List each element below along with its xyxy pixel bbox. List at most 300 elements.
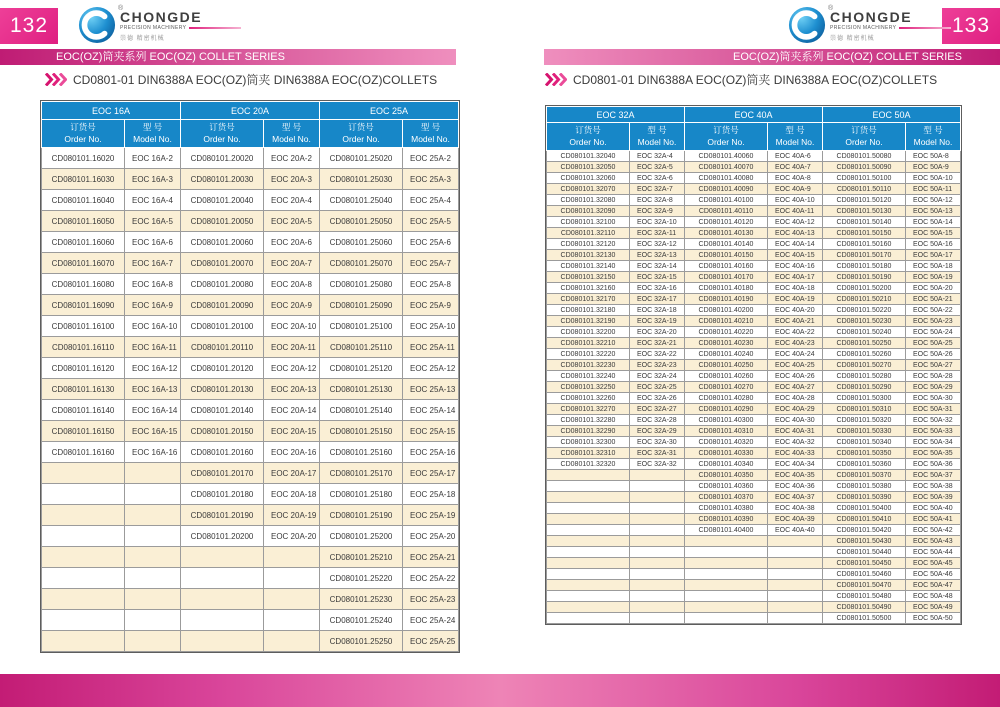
model-no-cell: EOC 40A-26 — [768, 371, 823, 382]
model-no-cell: EOC 50A-35 — [906, 448, 961, 459]
order-no-cell: CD080101.50200 — [823, 283, 906, 294]
model-no-cell: EOC 32A-31 — [630, 448, 685, 459]
order-no-cell: CD080101.50180 — [823, 261, 906, 272]
model-no-cell: EOC 25A-12 — [403, 358, 459, 379]
table-row — [547, 206, 961, 217]
table-row — [42, 295, 459, 316]
model-no-cell: EOC 50A-8 — [906, 151, 961, 162]
order-no-cell — [42, 589, 125, 610]
group-header-row — [42, 102, 459, 120]
order-no-cell — [181, 568, 264, 589]
brand-accent-line — [899, 27, 951, 29]
order-no-cell — [685, 558, 768, 569]
order-no-cell: CD080101.25170 — [320, 463, 403, 484]
table-row — [547, 162, 961, 173]
table-row — [547, 151, 961, 162]
model-no-cell: EOC 50A-23 — [906, 316, 961, 327]
table-row — [547, 305, 961, 316]
order-no-cell — [547, 591, 630, 602]
table-row — [42, 253, 459, 274]
order-no-cell: CD080101.50080 — [823, 151, 906, 162]
order-no-cell: CD080101.25200 — [320, 526, 403, 547]
model-no-cell: EOC 32A-13 — [630, 250, 685, 261]
order-no-cell: CD080101.40130 — [685, 228, 768, 239]
order-no-cell: CD080101.40270 — [685, 382, 768, 393]
brand-name: CHONGDE — [120, 9, 203, 25]
model-no-cell: EOC 50A-14 — [906, 217, 961, 228]
model-no-cell: EOC 40A-38 — [768, 503, 823, 514]
table-row — [547, 547, 961, 558]
model-no-cell: EOC 32A-15 — [630, 272, 685, 283]
brand-chinese: 崇德 精密机械 — [830, 36, 875, 42]
table-row — [547, 228, 961, 239]
order-no-cell: CD080101.32160 — [547, 283, 630, 294]
model-no-cell: EOC 40A-12 — [768, 217, 823, 228]
model-no-cell: EOC 32A-16 — [630, 283, 685, 294]
model-no-cell: EOC 20A-5 — [264, 211, 320, 232]
order-no-cell: CD080101.16140 — [42, 400, 125, 421]
order-no-cell: CD080101.40220 — [685, 327, 768, 338]
model-no-cell: EOC 32A-29 — [630, 426, 685, 437]
section-title-text: CD0801-01 DIN6388A EOC(OZ)筒夹 DIN6388A EOC(OZ)COLLETS — [573, 73, 938, 87]
company-logo — [78, 6, 241, 44]
model-no-cell: EOC 25A-15 — [403, 421, 459, 442]
model-no-cell: EOC 25A-16 — [403, 442, 459, 463]
order-no-cell: CD080101.20150 — [181, 421, 264, 442]
model-no-header: 型 号 Model No. — [403, 120, 459, 148]
order-no-cell: CD080101.16130 — [42, 379, 125, 400]
model-no-cell: EOC 16A-16 — [125, 442, 181, 463]
model-no-cell: EOC 40A-8 — [768, 173, 823, 184]
brand-subtitle: PRECISION MACHINERY — [830, 25, 897, 31]
model-no-cell: EOC 50A-45 — [906, 558, 961, 569]
model-no-cell: EOC 40A-32 — [768, 437, 823, 448]
order-no-cell: CD080101.40200 — [685, 305, 768, 316]
order-no-cell: CD080101.40090 — [685, 184, 768, 195]
model-no-cell: EOC 32A-5 — [630, 162, 685, 173]
table-row — [42, 211, 459, 232]
model-no-cell: EOC 50A-37 — [906, 470, 961, 481]
globe-swirl-icon — [788, 6, 826, 44]
model-no-cell: EOC 25A-11 — [403, 337, 459, 358]
order-no-cell: CD080101.20030 — [181, 169, 264, 190]
model-no-cell: EOC 50A-9 — [906, 162, 961, 173]
model-no-cell: EOC 50A-42 — [906, 525, 961, 536]
table-row — [547, 470, 961, 481]
order-no-cell: CD080101.40070 — [685, 162, 768, 173]
order-no-cell: CD080101.40150 — [685, 250, 768, 261]
order-no-cell: CD080101.50500 — [823, 613, 906, 624]
order-no-cell: CD080101.50210 — [823, 294, 906, 305]
table-row — [547, 349, 961, 360]
model-no-cell: EOC 50A-31 — [906, 404, 961, 415]
model-no-cell — [125, 484, 181, 505]
order-no-cell: CD080101.32120 — [547, 239, 630, 250]
order-no-cell — [547, 481, 630, 492]
model-no-cell: EOC 16A-9 — [125, 295, 181, 316]
order-no-cell: CD080101.40260 — [685, 371, 768, 382]
model-no-cell: EOC 32A-25 — [630, 382, 685, 393]
order-no-cell: CD080101.50360 — [823, 459, 906, 470]
order-no-cell — [547, 613, 630, 624]
model-no-cell: EOC 40A-36 — [768, 481, 823, 492]
registered-mark: ® — [828, 5, 834, 12]
model-no-cell: EOC 32A-8 — [630, 195, 685, 206]
order-no-cell — [181, 547, 264, 568]
section-title-left — [45, 71, 437, 88]
order-no-cell: CD080101.50260 — [823, 349, 906, 360]
order-no-cell: CD080101.20080 — [181, 274, 264, 295]
model-no-cell: EOC 20A-4 — [264, 190, 320, 211]
order-no-cell — [181, 589, 264, 610]
table-row — [42, 316, 459, 337]
model-no-cell: EOC 32A-26 — [630, 393, 685, 404]
table-row — [42, 358, 459, 379]
model-no-cell: EOC 40A-7 — [768, 162, 823, 173]
order-no-cell: CD080101.40210 — [685, 316, 768, 327]
page-number-right: 133 — [942, 8, 1000, 44]
model-no-cell — [630, 602, 685, 613]
model-no-cell: EOC 25A-22 — [403, 568, 459, 589]
model-no-cell: EOC 50A-20 — [906, 283, 961, 294]
order-no-cell: CD080101.40100 — [685, 195, 768, 206]
model-no-cell: EOC 50A-19 — [906, 272, 961, 283]
model-no-cell: EOC 25A-14 — [403, 400, 459, 421]
model-no-cell: EOC 40A-6 — [768, 151, 823, 162]
model-no-cell — [630, 470, 685, 481]
model-no-header: 型 号 Model No. — [125, 120, 181, 148]
model-no-cell: EOC 32A-17 — [630, 294, 685, 305]
model-no-cell — [630, 591, 685, 602]
model-no-cell: EOC 50A-33 — [906, 426, 961, 437]
table-row — [547, 448, 961, 459]
model-no-cell: EOC 16A-12 — [125, 358, 181, 379]
model-no-cell: EOC 20A-20 — [264, 526, 320, 547]
table-row — [547, 338, 961, 349]
model-no-cell: EOC 40A-27 — [768, 382, 823, 393]
order-no-cell: CD080101.25240 — [320, 610, 403, 631]
model-no-cell: EOC 25A-5 — [403, 211, 459, 232]
order-no-cell: CD080101.32190 — [547, 316, 630, 327]
model-no-cell — [630, 613, 685, 624]
order-no-cell: CD080101.25130 — [320, 379, 403, 400]
order-no-cell: CD080101.40350 — [685, 470, 768, 481]
order-no-cell: CD080101.32100 — [547, 217, 630, 228]
brand-name: CHONGDE — [830, 9, 913, 25]
order-no-cell: CD080101.16050 — [42, 211, 125, 232]
order-no-cell: CD080101.50190 — [823, 272, 906, 283]
order-no-cell: CD080101.50170 — [823, 250, 906, 261]
order-no-cell: CD080101.50420 — [823, 525, 906, 536]
order-no-cell: CD080101.50340 — [823, 437, 906, 448]
order-no-cell: CD080101.32140 — [547, 261, 630, 272]
order-no-cell: CD080101.50480 — [823, 591, 906, 602]
table-row — [42, 148, 459, 169]
model-no-cell: EOC 16A-5 — [125, 211, 181, 232]
model-no-cell: EOC 50A-18 — [906, 261, 961, 272]
order-no-cell: CD080101.50430 — [823, 536, 906, 547]
model-no-cell: EOC 50A-17 — [906, 250, 961, 261]
model-no-cell: EOC 40A-23 — [768, 338, 823, 349]
model-no-cell: EOC 32A-14 — [630, 261, 685, 272]
model-no-cell: EOC 20A-9 — [264, 295, 320, 316]
order-no-cell: CD080101.25220 — [320, 568, 403, 589]
model-no-cell — [768, 580, 823, 591]
table-row — [547, 558, 961, 569]
order-no-cell: CD080101.25140 — [320, 400, 403, 421]
model-no-cell: EOC 20A-14 — [264, 400, 320, 421]
section-title-text: CD0801-01 DIN6388A EOC(OZ)筒夹 DIN6388A EOC(OZ)COLLETS — [73, 73, 438, 87]
order-no-cell: CD080101.50150 — [823, 228, 906, 239]
order-no-cell: CD080101.50450 — [823, 558, 906, 569]
model-no-cell: EOC 25A-23 — [403, 589, 459, 610]
order-no-cell: CD080101.32290 — [547, 426, 630, 437]
model-no-cell: EOC 16A-7 — [125, 253, 181, 274]
model-no-cell: EOC 32A-18 — [630, 305, 685, 316]
model-no-cell — [768, 558, 823, 569]
order-no-header: 订货号 Order No. — [320, 120, 403, 148]
order-no-cell — [547, 558, 630, 569]
triple-chevron-icon — [45, 73, 67, 86]
order-no-cell: CD080101.50400 — [823, 503, 906, 514]
table-row — [547, 272, 961, 283]
order-no-cell: CD080101.50110 — [823, 184, 906, 195]
model-no-cell — [264, 631, 320, 652]
model-no-cell: EOC 50A-32 — [906, 415, 961, 426]
order-no-cell: CD080101.32310 — [547, 448, 630, 459]
order-no-cell: CD080101.50310 — [823, 404, 906, 415]
table-row — [42, 379, 459, 400]
model-no-cell: EOC 50A-29 — [906, 382, 961, 393]
order-no-cell — [42, 610, 125, 631]
order-no-cell: CD080101.32270 — [547, 404, 630, 415]
order-no-cell: CD080101.50230 — [823, 316, 906, 327]
model-no-cell: EOC 20A-11 — [264, 337, 320, 358]
model-no-cell: EOC 40A-21 — [768, 316, 823, 327]
order-no-cell: CD080101.16030 — [42, 169, 125, 190]
model-no-cell: EOC 16A-10 — [125, 316, 181, 337]
model-no-cell: EOC 40A-18 — [768, 283, 823, 294]
order-no-cell: CD080101.40240 — [685, 349, 768, 360]
order-no-cell: CD080101.40340 — [685, 459, 768, 470]
table-row — [547, 426, 961, 437]
order-no-cell: CD080101.25110 — [320, 337, 403, 358]
model-no-header: 型 号 Model No. — [906, 123, 961, 151]
order-no-cell: CD080101.20100 — [181, 316, 264, 337]
order-no-cell: CD080101.50090 — [823, 162, 906, 173]
model-no-cell: EOC 50A-46 — [906, 569, 961, 580]
order-no-cell: CD080101.40080 — [685, 173, 768, 184]
order-no-cell — [685, 591, 768, 602]
model-no-cell: EOC 40A-16 — [768, 261, 823, 272]
model-no-cell — [125, 631, 181, 652]
order-no-cell — [685, 580, 768, 591]
table-row — [547, 239, 961, 250]
model-no-cell: EOC 32A-21 — [630, 338, 685, 349]
order-no-cell: CD080101.16070 — [42, 253, 125, 274]
model-no-cell: EOC 25A-10 — [403, 316, 459, 337]
order-no-cell: CD080101.25250 — [320, 631, 403, 652]
model-no-cell — [768, 547, 823, 558]
table-row — [42, 400, 459, 421]
order-no-cell: CD080101.50280 — [823, 371, 906, 382]
order-no-cell — [42, 505, 125, 526]
table-row — [42, 505, 459, 526]
order-no-cell — [547, 503, 630, 514]
model-no-cell — [125, 568, 181, 589]
model-no-cell — [264, 568, 320, 589]
order-no-cell: CD080101.16020 — [42, 148, 125, 169]
model-no-cell: EOC 16A-14 — [125, 400, 181, 421]
table-row — [42, 442, 459, 463]
model-no-cell: EOC 25A-9 — [403, 295, 459, 316]
order-no-cell: CD080101.40320 — [685, 437, 768, 448]
table-row — [42, 589, 459, 610]
model-no-cell: EOC 50A-26 — [906, 349, 961, 360]
order-no-cell: CD080101.16120 — [42, 358, 125, 379]
model-no-cell: EOC 40A-17 — [768, 272, 823, 283]
model-no-cell: EOC 50A-49 — [906, 602, 961, 613]
order-no-cell: CD080101.32060 — [547, 173, 630, 184]
table-row — [42, 421, 459, 442]
order-no-cell: CD080101.40140 — [685, 239, 768, 250]
order-no-cell: CD080101.16110 — [42, 337, 125, 358]
collet-table-right — [545, 105, 962, 625]
brand-accent-line — [189, 27, 241, 29]
table-row — [547, 261, 961, 272]
order-no-cell: CD080101.40230 — [685, 338, 768, 349]
model-no-cell: EOC 50A-30 — [906, 393, 961, 404]
order-no-cell: CD080101.25150 — [320, 421, 403, 442]
order-no-cell — [685, 613, 768, 624]
model-no-cell: EOC 50A-11 — [906, 184, 961, 195]
order-no-cell: CD080101.40060 — [685, 151, 768, 162]
order-no-cell: CD080101.32260 — [547, 393, 630, 404]
order-no-cell: CD080101.50320 — [823, 415, 906, 426]
table-row — [42, 631, 459, 652]
order-no-cell — [685, 547, 768, 558]
model-no-cell: EOC 50A-24 — [906, 327, 961, 338]
model-no-cell — [125, 526, 181, 547]
model-no-cell: EOC 25A-2 — [403, 148, 459, 169]
model-no-cell: EOC 40A-29 — [768, 404, 823, 415]
table-row — [547, 602, 961, 613]
order-no-cell: CD080101.32250 — [547, 382, 630, 393]
model-no-cell: EOC 32A-23 — [630, 360, 685, 371]
order-no-cell: CD080101.32080 — [547, 195, 630, 206]
order-no-cell: CD080101.16160 — [42, 442, 125, 463]
order-no-cell: CD080101.32150 — [547, 272, 630, 283]
order-no-cell — [547, 569, 630, 580]
order-no-cell — [547, 602, 630, 613]
model-no-header: 型 号 Model No. — [630, 123, 685, 151]
model-no-cell — [630, 492, 685, 503]
globe-swirl-icon — [78, 6, 116, 44]
table-row — [42, 169, 459, 190]
model-no-cell: EOC 25A-17 — [403, 463, 459, 484]
model-no-cell: EOC 16A-13 — [125, 379, 181, 400]
model-no-cell: EOC 32A-32 — [630, 459, 685, 470]
order-no-cell — [42, 484, 125, 505]
model-no-cell: EOC 40A-20 — [768, 305, 823, 316]
order-no-cell: CD080101.50220 — [823, 305, 906, 316]
model-no-cell — [125, 610, 181, 631]
order-no-cell: CD080101.20060 — [181, 232, 264, 253]
model-no-cell — [768, 569, 823, 580]
model-no-cell: EOC 40A-40 — [768, 525, 823, 536]
order-no-cell: CD080101.40370 — [685, 492, 768, 503]
order-no-cell: CD080101.50240 — [823, 327, 906, 338]
model-no-cell: EOC 40A-28 — [768, 393, 823, 404]
order-no-cell — [42, 526, 125, 547]
group-header-row — [547, 107, 961, 123]
model-no-cell: EOC 16A-4 — [125, 190, 181, 211]
model-no-cell: EOC 16A-15 — [125, 421, 181, 442]
model-no-cell: EOC 40A-30 — [768, 415, 823, 426]
order-no-cell: CD080101.20160 — [181, 442, 264, 463]
model-no-cell: EOC 32A-11 — [630, 228, 685, 239]
table-row — [42, 568, 459, 589]
model-no-cell: EOC 50A-34 — [906, 437, 961, 448]
order-no-cell: CD080101.20120 — [181, 358, 264, 379]
order-no-cell — [547, 536, 630, 547]
model-no-cell: EOC 50A-25 — [906, 338, 961, 349]
order-no-cell: CD080101.32230 — [547, 360, 630, 371]
model-no-cell: EOC 32A-30 — [630, 437, 685, 448]
model-no-cell: EOC 32A-10 — [630, 217, 685, 228]
table-row — [42, 484, 459, 505]
order-no-cell: CD080101.50290 — [823, 382, 906, 393]
order-no-cell: CD080101.32210 — [547, 338, 630, 349]
order-no-cell: CD080101.32220 — [547, 349, 630, 360]
model-no-cell: EOC 50A-21 — [906, 294, 961, 305]
order-no-cell — [547, 514, 630, 525]
order-no-cell: CD080101.16150 — [42, 421, 125, 442]
order-no-cell: CD080101.40380 — [685, 503, 768, 514]
collet-table-left — [40, 100, 460, 653]
table-row — [547, 195, 961, 206]
order-no-cell: CD080101.20070 — [181, 253, 264, 274]
model-no-cell: EOC 32A-20 — [630, 327, 685, 338]
model-no-cell: EOC 40A-13 — [768, 228, 823, 239]
model-no-cell: EOC 40A-9 — [768, 184, 823, 195]
table-row — [547, 459, 961, 470]
order-no-header: 订货号 Order No. — [547, 123, 630, 151]
section-title-right — [545, 71, 937, 88]
model-no-cell: EOC 40A-37 — [768, 492, 823, 503]
table-row — [547, 437, 961, 448]
group-header: EOC 50A — [823, 107, 961, 123]
model-no-cell: EOC 50A-44 — [906, 547, 961, 558]
model-no-cell — [264, 610, 320, 631]
table-row — [547, 503, 961, 514]
order-no-cell: CD080101.16090 — [42, 295, 125, 316]
model-no-cell: EOC 50A-38 — [906, 481, 961, 492]
model-no-cell — [630, 569, 685, 580]
model-no-cell: EOC 25A-20 — [403, 526, 459, 547]
model-no-cell: EOC 50A-13 — [906, 206, 961, 217]
order-no-header: 订货号 Order No. — [181, 120, 264, 148]
order-no-header: 订货号 Order No. — [685, 123, 768, 151]
model-no-cell: EOC 25A-18 — [403, 484, 459, 505]
order-no-cell: CD080101.16060 — [42, 232, 125, 253]
order-no-cell: CD080101.32180 — [547, 305, 630, 316]
order-no-cell: CD080101.16100 — [42, 316, 125, 337]
order-no-cell — [181, 610, 264, 631]
model-no-cell: EOC 25A-7 — [403, 253, 459, 274]
order-no-cell: CD080101.20170 — [181, 463, 264, 484]
order-no-cell: CD080101.50410 — [823, 514, 906, 525]
